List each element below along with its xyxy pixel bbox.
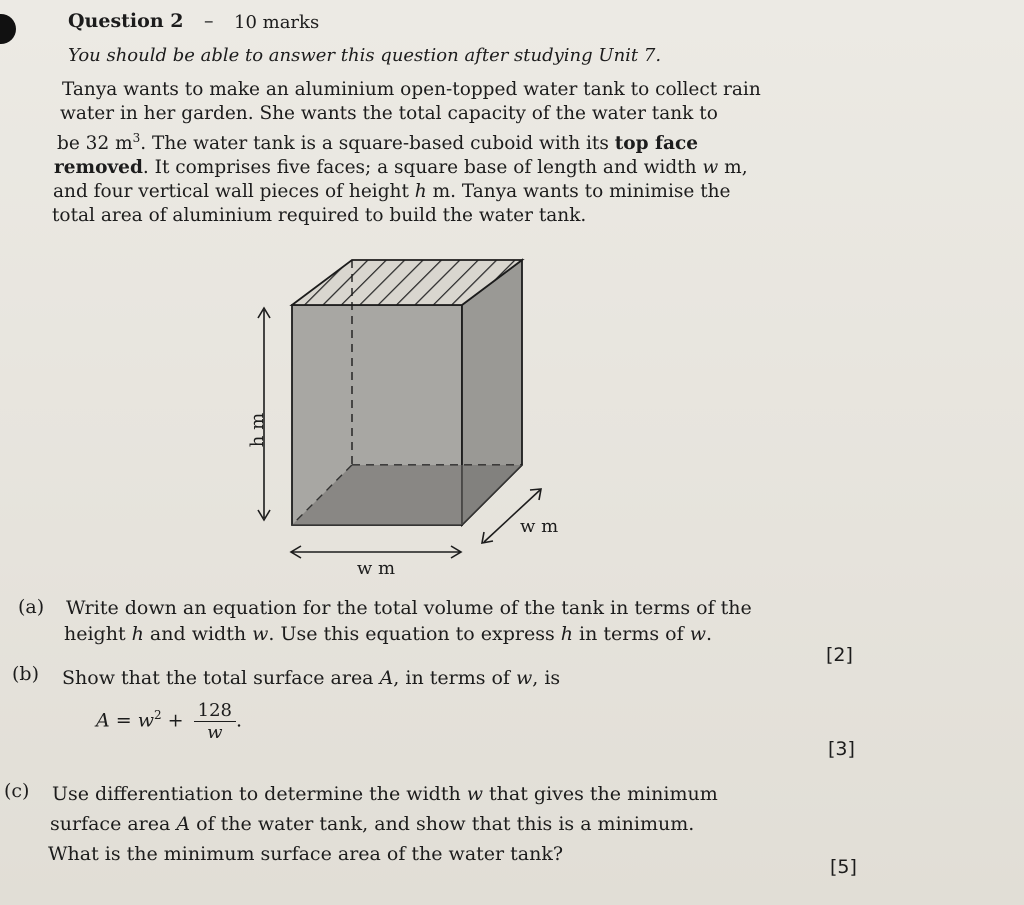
part-b-line-1: Show that the total surface area A, in terms of w, is <box>62 667 561 689</box>
height-label: h m <box>247 412 268 448</box>
intro-line-3: be 32 $m^3$. The water tank is a square-based cuboid with its top face <box>57 131 698 155</box>
part-a-marks: [2] <box>826 644 853 666</box>
question-intro <box>52 78 772 228</box>
punch-hole <box>0 14 16 44</box>
intro-line-1: Tanya wants to make an aluminium open-topped water tank to collect rain <box>62 79 761 100</box>
part-b-marks: [3] <box>828 738 855 760</box>
depth-label: w m <box>520 516 559 537</box>
intro-line-4: removed. It comprises five faces; a square base of length and width w m, <box>54 157 748 179</box>
question-title: Question 2 <box>68 10 184 32</box>
part-c-line-1: Use differentiation to determine the width w that gives the minimum <box>52 783 718 805</box>
width-arrow <box>291 546 461 558</box>
part-a-label: (a) <box>18 596 45 618</box>
part-c-label: (c) <box>4 780 30 802</box>
part-b-label: (b) <box>12 663 39 685</box>
surface-area-formula: $A = w^2$ + $\frac{128}{w}$ . <box>96 700 243 743</box>
width-label: w m <box>356 558 396 579</box>
title-dash: – <box>204 10 214 32</box>
part-a-line-2: height h and width w. Use this equation to express h in terms of w. <box>64 623 712 645</box>
intro-line-6: total area of aluminium required to build the water tank. <box>52 205 587 227</box>
part-c-marks: [5] <box>830 856 857 878</box>
formula-fraction: $\frac{128}{w}$ <box>194 700 236 743</box>
intro-line-2: water in her garden. She wants the total capacity of the water tank to <box>60 103 718 124</box>
part-c-line-3: What is the minimum surface area of the water tank? <box>48 843 564 865</box>
intro-line-5: and four vertical wall pieces of height h m. Tanya wants to minimise the <box>53 181 731 203</box>
part-a-line-1: Write down an equation for the total volume of the tank in terms of the <box>66 597 752 619</box>
study-note: You should be able to answer this question after studying Unit 7. <box>68 45 662 66</box>
tank-diagram <box>230 250 560 580</box>
part-c-line-2: surface area A of the water tank, and show that this is a minimum. <box>50 813 695 835</box>
question-marks: 10 marks <box>234 12 320 33</box>
